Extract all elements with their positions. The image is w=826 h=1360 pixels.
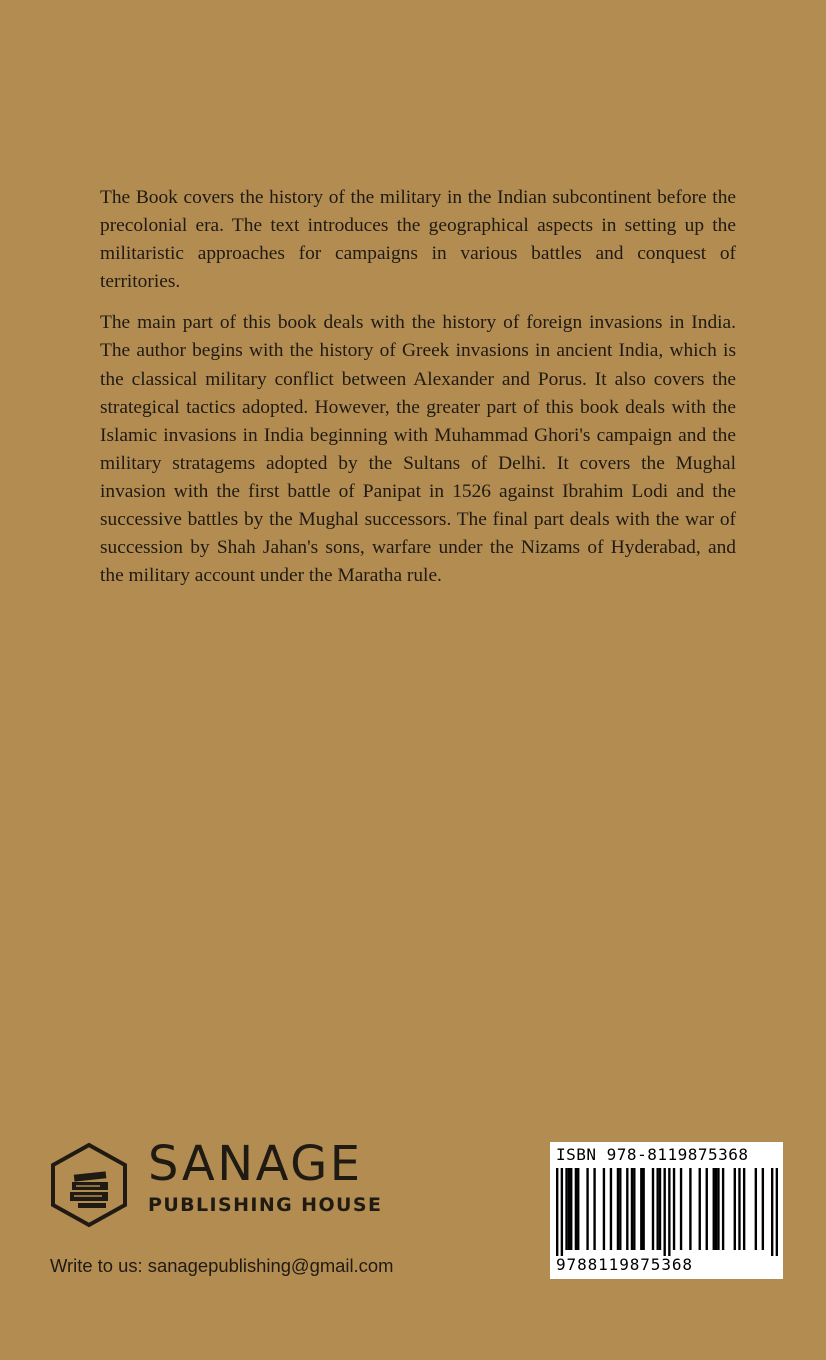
isbn-barcode [550, 1142, 783, 1279]
barcode-bar [617, 1168, 619, 1250]
barcode-bar [659, 1168, 661, 1250]
barcode-bar [738, 1168, 740, 1250]
barcode-bar [586, 1168, 588, 1250]
barcode-bar [663, 1168, 665, 1256]
barcode-bar [673, 1168, 675, 1250]
publisher-subtitle: PUBLISHING HOUSE [148, 1194, 383, 1216]
barcode-bar [565, 1168, 567, 1250]
barcode-bar [734, 1168, 736, 1250]
barcode-bar [619, 1168, 621, 1250]
barcode-bar [743, 1168, 745, 1250]
barcode-bar [762, 1168, 764, 1250]
barcode-bar [633, 1168, 635, 1250]
barcode-bar [699, 1168, 701, 1250]
barcode-bar [561, 1168, 563, 1256]
barcode-bar [570, 1168, 572, 1250]
barcode-bar [642, 1168, 644, 1250]
barcode-bar [722, 1168, 724, 1250]
barcode-bar [652, 1168, 654, 1250]
barcode-bar [689, 1168, 691, 1250]
barcode-bar [640, 1168, 642, 1250]
barcode-bar [717, 1168, 719, 1250]
barcode-bar [713, 1168, 715, 1250]
publisher-logo [148, 1136, 388, 1216]
barcode-bar [593, 1168, 595, 1250]
barcode-bar [610, 1168, 612, 1250]
books-hexagon-icon [50, 1142, 128, 1228]
barcode-bar [755, 1168, 757, 1250]
barcode-bar [680, 1168, 682, 1250]
publisher-name: SANAGE [148, 1136, 363, 1192]
barcode-bar [776, 1168, 778, 1256]
barcode-bar [568, 1168, 570, 1250]
barcode-bar [556, 1168, 558, 1256]
barcode-bar [575, 1168, 577, 1250]
barcode-bar [577, 1168, 579, 1250]
isbn-label: ISBN 978-8119875368 [556, 1145, 749, 1164]
isbn-digits: 9788119875368 [556, 1255, 693, 1274]
book-description [100, 184, 736, 590]
barcode-bar [603, 1168, 605, 1250]
barcode-bar [631, 1168, 633, 1250]
description-paragraph-1: The Book covers the history of the military in the Indian subcontinent before the precolonial era. The text introduces the geographical aspects in setting up the militaristic approaches for campaigns in various battles and conquest of territories. [100, 187, 736, 293]
barcode-bar [771, 1168, 773, 1256]
description-paragraph-2: The main part of this book deals with the history of foreign invasions in India. The author begins with the history of Greek invasions in ancient India, which is the classical military conflict between Alexander and Porus. It also covers the strategical tactics adopted. However, the greater part of this book deals with the Islamic invasions in India beginning with Muhammad Ghori's campaign and the military stratagems adopted by the Sultans of Delhi. It covers the Mughal invasion with the first battle of Panipat in 1526 against Ibrahim Lodi and the successive battles by the Mughal successors. The final part deals with the war of succession by Shah Jahan's sons, warfare under the Nizams of Hyderabad, and the military account under the Maratha rule. [100, 312, 736, 587]
barcode-bar [715, 1168, 717, 1250]
barcode-bar [626, 1168, 628, 1250]
barcode-bar [706, 1168, 708, 1250]
barcode-bar [656, 1168, 658, 1250]
contact-email-line: Write to us: sanagepublishing@gmail.com [50, 1255, 394, 1276]
barcode-bar [668, 1168, 670, 1256]
barcode-bars [556, 1168, 778, 1256]
